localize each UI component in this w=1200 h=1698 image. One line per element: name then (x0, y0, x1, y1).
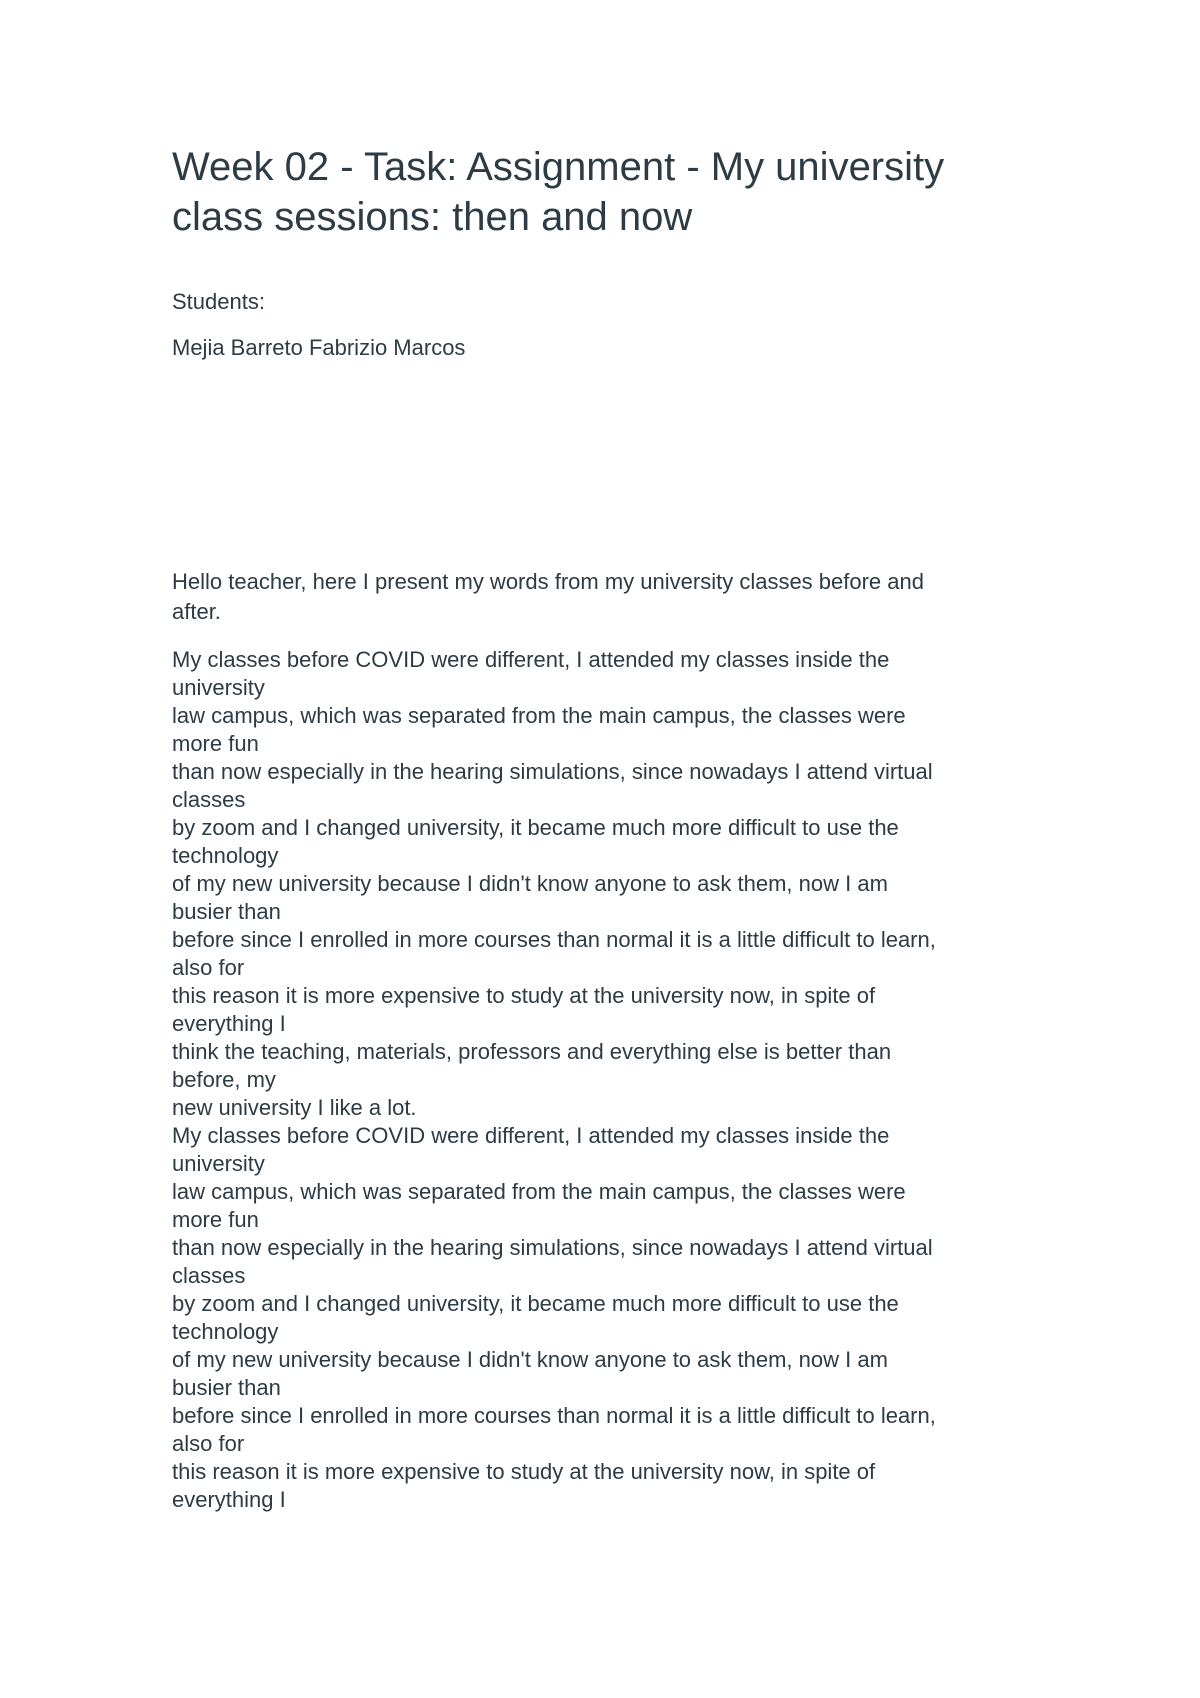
page-title (172, 142, 1052, 242)
body-line: law campus, which was separated from the main campus, the classes were (172, 703, 906, 728)
body-line: more fun (172, 1207, 259, 1232)
body-line: technology (172, 843, 279, 868)
body-line: new university I like a lot. (172, 1095, 417, 1120)
body-line: of my new university because I didn't know anyone to ask them, now I am (172, 1347, 888, 1372)
body-line: of my new university because I didn't know anyone to ask them, now I am (172, 871, 888, 896)
body-line: university (172, 1151, 265, 1176)
body-line: technology (172, 1319, 279, 1344)
body-line: everything I (172, 1487, 286, 1512)
title-line-2: class sessions: then and now (172, 195, 693, 239)
body-line: by zoom and I changed university, it became much more difficult to use the (172, 1291, 899, 1316)
body-line: classes (172, 787, 246, 812)
intro-line-2: after. (172, 599, 221, 624)
body-line: classes (172, 1263, 246, 1288)
body-line: also for (172, 1431, 245, 1456)
body-line: everything I (172, 1011, 286, 1036)
body-line: law campus, which was separated from the main campus, the classes were (172, 1179, 906, 1204)
body-line: this reason it is more expensive to study at the university now, in spite of (172, 1459, 876, 1484)
body-text (172, 646, 1052, 1514)
body-line: busier than (172, 899, 281, 924)
student-name: Mejia Barreto Fabrizio Marcos (172, 335, 466, 360)
students-label: Students: (172, 289, 265, 314)
body-line: before since I enrolled in more courses than normal it is a little difficult to learn, (172, 927, 936, 952)
body-line: than now especially in the hearing simulations, since nowadays I attend virtual (172, 759, 933, 784)
body-line: think the teaching, materials, professors and everything else is better than (172, 1039, 892, 1064)
body-line: also for (172, 955, 245, 980)
title-line-1: Week 02 - Task: Assignment - My university (172, 145, 945, 189)
body-line: than now especially in the hearing simulations, since nowadays I attend virtual (172, 1235, 933, 1260)
body-line: this reason it is more expensive to study at the university now, in spite of (172, 983, 876, 1008)
body-line: by zoom and I changed university, it became much more difficult to use the (172, 815, 899, 840)
body-line: My classes before COVID were different, I attended my classes inside the (172, 1123, 890, 1148)
body-line: My classes before COVID were different, I attended my classes inside the (172, 647, 890, 672)
intro-line-1: Hello teacher, here I present my words from my university classes before and (172, 569, 924, 594)
body-line: before, my (172, 1067, 276, 1092)
body-line: university (172, 675, 265, 700)
intro-paragraph (172, 567, 1052, 627)
body-line: before since I enrolled in more courses than normal it is a little difficult to learn, (172, 1403, 936, 1428)
body-line: more fun (172, 731, 259, 756)
body-line: busier than (172, 1375, 281, 1400)
